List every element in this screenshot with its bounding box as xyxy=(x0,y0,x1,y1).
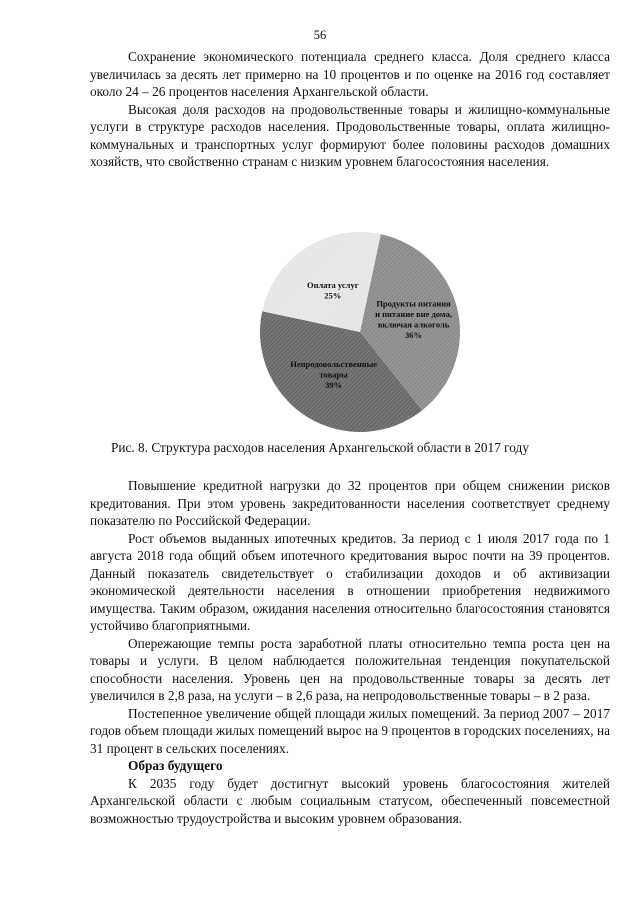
pie-slice-label: Оплата услуг 25% xyxy=(306,279,359,301)
page-number: 56 xyxy=(313,28,327,42)
pie-slice-label: Продукты питания и питание вне дома, включая алкоголь 36% xyxy=(375,298,453,341)
paragraph: К 2035 году будет достигнут высокий уровень благосостояния жителей Архангельской области с любым социальным статусом, обеспеченный повсеместной возможностью трудоустройства и высоким уровнем образования. xyxy=(90,775,610,826)
pie-chart-svg xyxy=(250,232,470,432)
paragraph: Постепенное увеличение общей площади жилых помещений. За период 2007 – 2017 годов объем площади жилых помещений вырос на 9 процентов в городских поселениях, на 31 процент в сельских поселениях. xyxy=(90,705,610,756)
pie-slice-label: Непродовольственные товары 39% xyxy=(290,358,378,390)
paragraph: Повышение кредитной нагрузки до 32 процентов при общем снижении рисков кредитования. При этом уровень закредитованности населения соответствует среднему показателю по Российской Федерации. xyxy=(90,478,610,528)
intro-text-block xyxy=(90,48,610,171)
section-heading: Образ будущего xyxy=(128,758,223,773)
paragraph: Рост объемов выданных ипотечных кредитов. За период с 1 июля 2017 года по 1 августа 2018 года общий объем ипотечного кредитования вырос почти на 39 процентов. Данный показатель свидетельствует о стабилизации доходов и об активизации экономической деятельности населения в отношении приобретения недвижимого имущества. Таким образом, ожидания населения относительно благосостояния становятся устойчиво благоприятными. xyxy=(90,530,610,633)
figure-caption: Рис. 8. Структура расходов населения Архангельской области в 2017 году xyxy=(111,440,529,455)
paragraph: Опережающие темпы роста заработной платы относительно темпа роста цен на товары и услуги. В целом наблюдается положительная тенденция покупательской способности населения. Уровень цен на продовольственные товары за десять лет увеличился в 2,8 раза, на услуги – в 2,6 раза, на непродовольственные товары – в 2 раза. xyxy=(90,635,610,703)
paragraph: Высокая доля расходов на продовольственные товары и жилищно-коммунальные услуги в структуре расходов населения. Продовольственные товары, оплата жилищно-коммунальных и транспортных услуг формируют более половины расходов домашних хозяйств, что свойственно странам с низким уровнем благосостояния населения. xyxy=(90,101,610,169)
expense-structure-pie-chart xyxy=(250,232,470,432)
main-text-block xyxy=(90,477,610,827)
paragraph: Сохранение экономического потенциала среднего класса. Доля среднего класса увеличилась за десять лет примерно на 10 процентов и по оценке на 2016 год составляет около 24 – 26 процентов населения Архангельской области. xyxy=(90,49,610,99)
